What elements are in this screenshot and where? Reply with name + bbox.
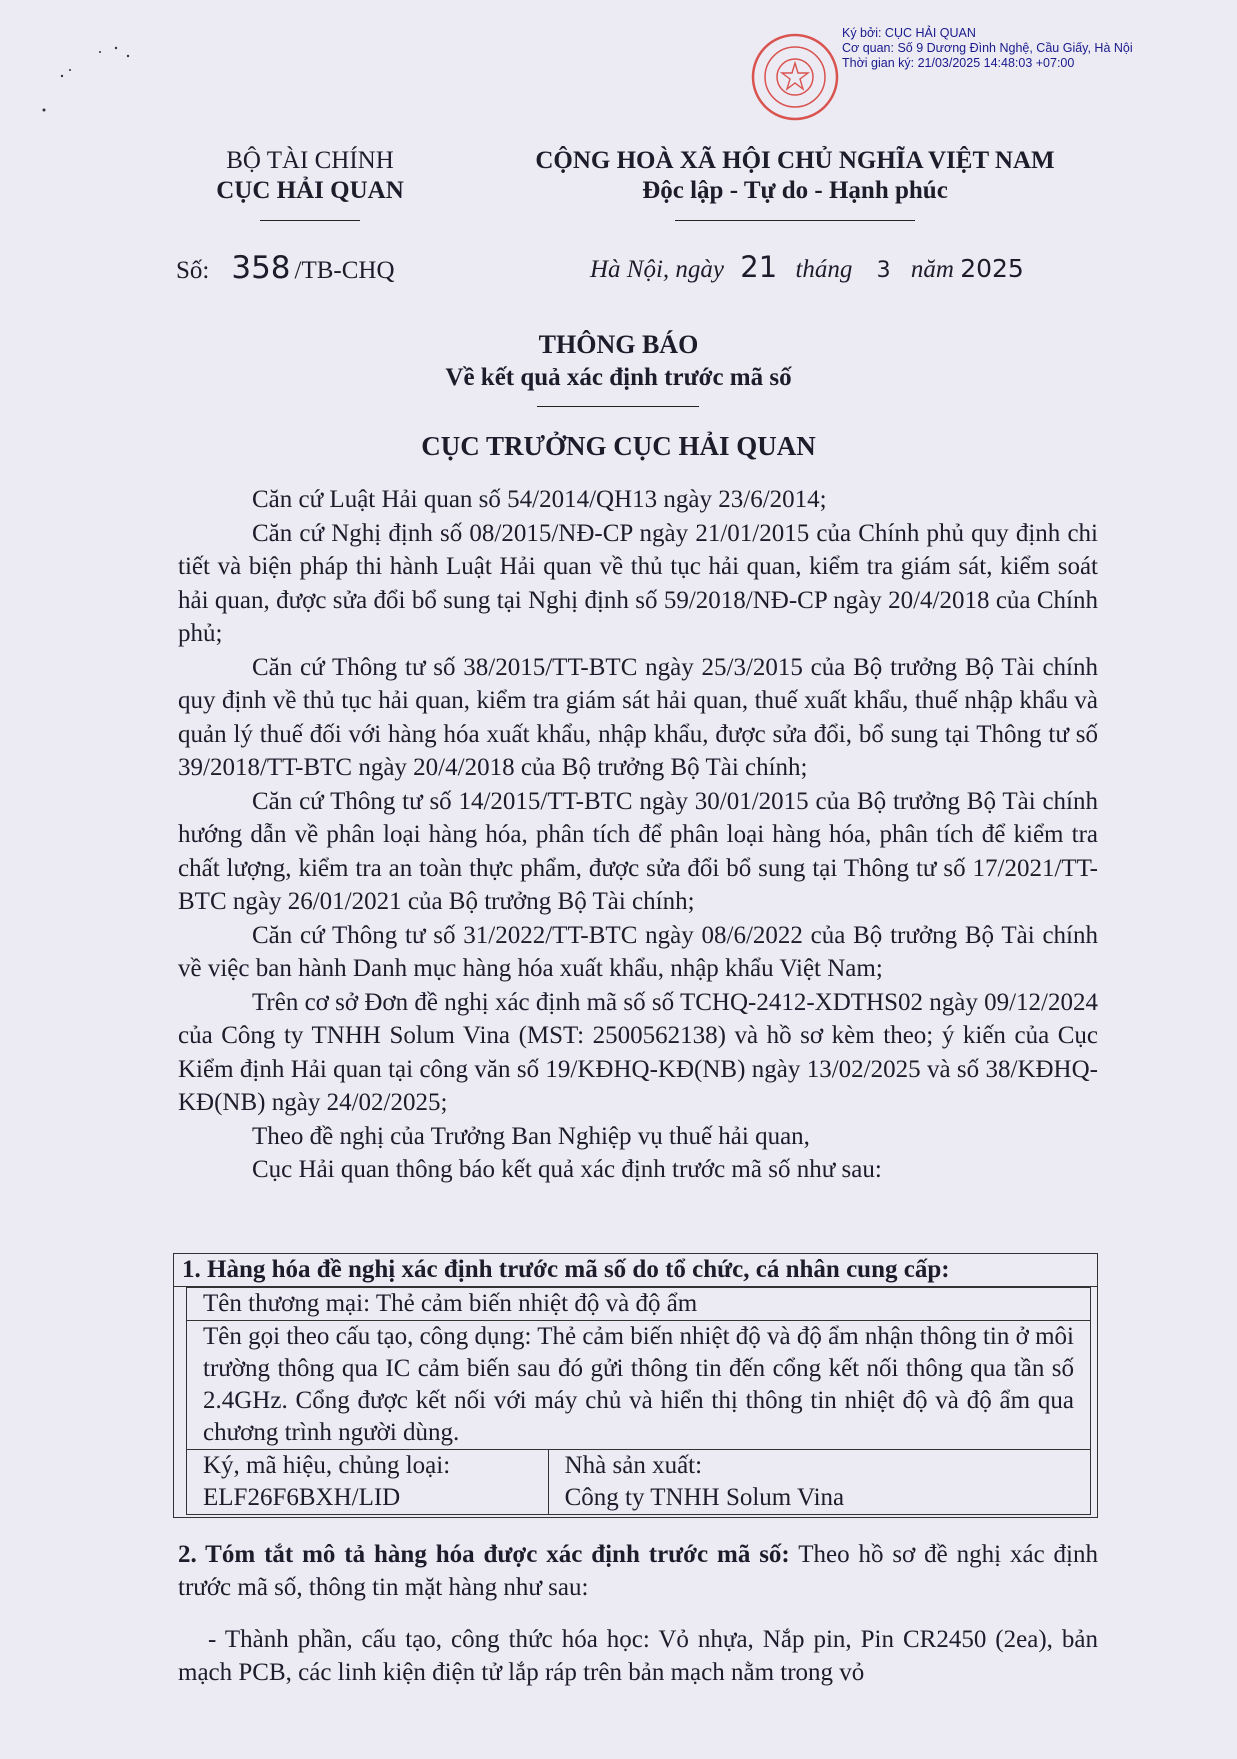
model-label: Ký, mã hiệu, chủng loại: (203, 1452, 451, 1479)
paragraph: - Thành phần, cấu tạo, công thức hóa học: Vỏ nhựa, Nắp pin, Pin CR2450 (2ea), bản mạch PCB, các linh kiện điện tử lắp ráp trên bản mạch nằm trong vỏ (178, 1626, 1098, 1686)
paragraph: Căn cứ Nghị định số 08/2015/NĐ-CP ngày 21/01/2015 của Chính phủ quy định chi tiết và biện pháp thi hành Luật Hải quan về thủ tục hải quan, kiểm tra giám sát, kiểm soát hải quan, được sửa đổi bổ sung tại Nghị định số 59/2018/NĐ-CP ngày 20/4/2018 của Chính phủ; (178, 519, 1098, 647)
model-value: ELF26F6BXH/LID (203, 1484, 401, 1511)
section1-title: 1. Hàng hóa đề nghị xác định trước mã số do tổ chức, cá nhân cung cấp: (174, 1254, 1098, 1287)
divider (260, 220, 360, 221)
signature-signer: Ký bởi: CỤC HẢI QUAN (842, 26, 976, 40)
trade-name: Tên thương mại: Thẻ cảm biến nhiệt độ và độ ẩm (187, 1288, 1091, 1321)
section2-title: 2. Tóm tắt mô tả hàng hóa được xác định trước mã số: (178, 1541, 790, 1568)
goods-info-cell (174, 1287, 1098, 1518)
digital-signature-info (842, 26, 1232, 71)
goods-table (173, 1253, 1098, 1518)
divider (675, 220, 915, 221)
document-number (176, 250, 395, 286)
signature-agency: Cơ quan: Số 9 Dương Đình Nghệ, Cầu Giấy, Hà Nội (842, 41, 1133, 55)
maker-value: Công ty TNHH Solum Vina (564, 1484, 845, 1511)
ministry-name: BỘ TÀI CHÍNH (226, 147, 394, 174)
scan-specks (40, 40, 150, 120)
issuing-authority: CỤC TRƯỞNG CỤC HẢI QUAN (421, 431, 816, 461)
goods-description: Tên gọi theo cấu tạo, công dụng: Thẻ cảm biến nhiệt độ và độ ẩm nhận thông tin ở môi trường thông qua IC cảm biến sau đó gửi thông tin đến cổng kết nối thông qua tần số 2.4GHz. Cổng được kết nối với máy chủ và hiển thị thông tin nhiệt độ và độ ẩm qua chương trình người dùng. (187, 1321, 1091, 1450)
number-suffix: /TB-CHQ (294, 257, 395, 284)
signature-time: Thời gian ký: 21/03/2025 14:48:03 +07:00 (842, 56, 1075, 70)
paragraph: Căn cứ Luật Hải quan số 54/2014/QH13 ngày 23/6/2014; (252, 486, 827, 513)
paragraph: Trên cơ sở Đơn đề nghị xác định mã số số TCHQ-2412-XDTHS02 ngày 09/12/2024 của Công ty TNHH Solum Vina (MST: 2500562138) và hồ sơ kèm theo; ý kiến của Cục Kiểm định Hải quan tại công văn số 19/KĐHQ-KĐ(NB) ngày 13/02/2025 và số 38/KĐHQ-KĐ(NB) ngày 24/02/2025; (178, 988, 1098, 1116)
date-prefix: Hà Nội, ngày (590, 256, 725, 283)
date-day: 21 (740, 250, 778, 284)
legal-basis (178, 483, 1098, 1187)
country-name: CỘNG HOÀ XÃ HỘI CHỦ NGHĨA VIỆT NAM (535, 147, 1055, 174)
paragraph: Cục Hải quan thông báo kết quả xác định trước mã số như sau: (252, 1156, 882, 1183)
number-value: 358 (231, 250, 291, 286)
number-label: Số: (176, 257, 210, 284)
document-subject: Về kết quả xác định trước mã số (445, 364, 792, 391)
national-header (495, 146, 1095, 221)
section2-text: Theo hồ sơ đề nghị xác định trước mã số, thông tin mặt hàng như sau: (178, 1541, 1098, 1601)
paragraph: Theo đề nghị của Trưởng Ban Nghiệp vụ thuế hải quan, (252, 1122, 810, 1150)
document-date (590, 250, 1024, 284)
document-type: THÔNG BÁO (538, 330, 699, 359)
month-label: tháng (795, 256, 853, 283)
issuer-header (150, 146, 470, 221)
composition-paragraph (178, 1623, 1098, 1689)
section2 (178, 1538, 1098, 1604)
model-cell (187, 1450, 549, 1515)
divider (537, 406, 699, 407)
goods-info-table (186, 1287, 1091, 1515)
date-year: 2025 (960, 254, 1024, 283)
digital-seal-icon (750, 32, 840, 122)
paragraph: Căn cứ Thông tư số 38/2015/TT-BTC ngày 25/3/2015 của Bộ trưởng Bộ Tài chính quy định về thủ tục hải quan, kiểm tra giám sát hải quan, thuế xuất khẩu, thuế nhập khẩu và quản lý thuế đối với hàng hóa xuất khẩu, nhập khẩu, được sửa đổi, bổ sung tại Thông tư số 39/2018/TT-BTC ngày 20/4/2018 của Bộ trưởng Bộ Tài chính; (178, 653, 1098, 781)
maker-cell (548, 1450, 1090, 1515)
national-motto: Độc lập - Tự do - Hạnh phúc (642, 177, 948, 204)
department-name: CỤC HẢI QUAN (216, 177, 404, 204)
paragraph: Căn cứ Thông tư số 31/2022/TT-BTC ngày 08/6/2022 của Bộ trưởng Bộ Tài chính về việc ban hành Danh mục hàng hóa xuất khẩu, nhập khẩu Việt Nam; (178, 921, 1098, 982)
year-label: năm (910, 256, 954, 283)
paragraph: Căn cứ Thông tư số 14/2015/TT-BTC ngày 30/01/2015 của Bộ trưởng Bộ Tài chính hướng dẫn về phân loại hàng hóa, phân tích để phân loại hàng hóa, phân tích để kiểm tra chất lượng, kiểm tra an toàn thực phẩm, được sửa đổi bổ sung tại Thông tư số 17/2021/TT-BTC ngày 26/01/2021 của Bộ trưởng Bộ Tài chính; (178, 787, 1098, 915)
date-month: 3 (876, 258, 891, 283)
maker-label: Nhà sản xuất: (564, 1452, 703, 1479)
